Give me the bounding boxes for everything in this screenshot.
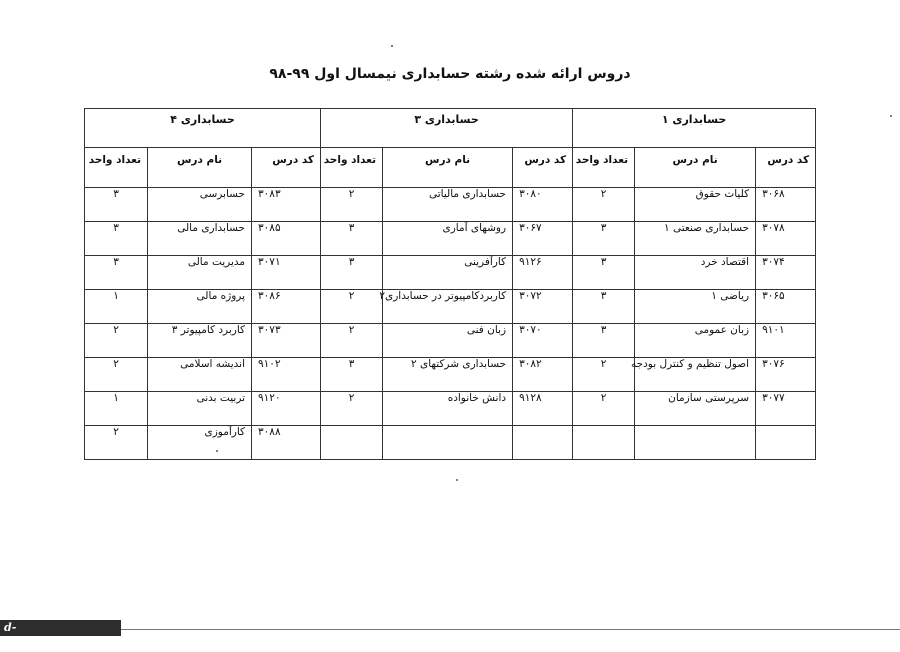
course-units-cell: ۲ — [321, 324, 383, 358]
course-code-cell: ۳۰۶۸ — [756, 188, 816, 222]
scan-speck — [216, 450, 218, 452]
course-units-cell: ۳ — [85, 256, 148, 290]
course-name-cell: زبان عمومی — [635, 324, 756, 358]
course-code-cell: ۳۰۷۰ — [513, 324, 573, 358]
course-code-cell: ۳۰۷۸ — [756, 222, 816, 256]
course-name-cell: اصول تنظیم و کنترل بودجه — [635, 358, 756, 392]
footer-divider — [121, 629, 900, 630]
course-code-cell: ۳۰۷۶ — [756, 358, 816, 392]
course-units-cell — [321, 426, 383, 460]
course-units-cell: ۳ — [573, 222, 635, 256]
course-name-cell: ریاضی ۱ — [635, 290, 756, 324]
table-row — [85, 392, 816, 426]
course-units-cell: ۲ — [85, 426, 148, 460]
course-name-cell: سرپرستی سازمان — [635, 392, 756, 426]
scan-speck — [391, 45, 393, 47]
scan-speck — [890, 115, 892, 117]
course-code-cell: ۳۰۸۰ — [513, 188, 573, 222]
course-units-cell: ۳ — [321, 358, 383, 392]
course-name-cell: کاربرد کامپیوتر ۳ — [148, 324, 252, 358]
course-name-cell: اندیشه اسلامی — [148, 358, 252, 392]
course-units-cell: ۱ — [85, 392, 148, 426]
course-units-cell: ۱ — [85, 290, 148, 324]
course-code-cell: ۹۱۲۰ — [252, 392, 321, 426]
course-units-cell: ۲ — [573, 392, 635, 426]
column-header-name: نام درس — [383, 148, 513, 188]
course-code-cell: ۳۰۷۴ — [756, 256, 816, 290]
course-name-cell — [635, 426, 756, 460]
course-name-cell: زبان فنی — [383, 324, 513, 358]
table-row — [85, 358, 816, 392]
course-code-cell: ۳۰۸۳ — [252, 188, 321, 222]
course-name-cell: کارآموزی — [148, 426, 252, 460]
course-name-cell — [383, 426, 513, 460]
course-code-cell: ۳۰۸۲ — [513, 358, 573, 392]
table-row — [85, 256, 816, 290]
column-header-units: تعداد واحد — [573, 148, 635, 188]
group-header: حسابداری ۴ — [85, 109, 321, 148]
column-header-name: نام درس — [635, 148, 756, 188]
course-name-cell: کلیات حقوق — [635, 188, 756, 222]
course-code-cell: ۳۰۸۵ — [252, 222, 321, 256]
column-header-code: کد درس — [513, 148, 573, 188]
column-header-code: کد درس — [756, 148, 816, 188]
course-units-cell: ۳ — [321, 222, 383, 256]
course-units-cell: ۳ — [573, 256, 635, 290]
group-header-row — [85, 109, 816, 148]
scan-speck — [456, 479, 458, 481]
course-name-cell: اقتصاد خرد — [635, 256, 756, 290]
course-code-cell: ۳۰۶۷ — [513, 222, 573, 256]
course-name-cell: مدیریت مالی — [148, 256, 252, 290]
course-units-cell: ۳ — [85, 222, 148, 256]
course-name-cell: پروژه مالی — [148, 290, 252, 324]
course-name-cell: کارآفرینی — [383, 256, 513, 290]
site-watermark: d-kazeroon.tvu.ac.ir — [0, 620, 121, 636]
course-units-cell: ۲ — [321, 290, 383, 324]
course-code-cell: ۳۰۷۷ — [756, 392, 816, 426]
table-row — [85, 290, 816, 324]
column-header-name: نام درس — [148, 148, 252, 188]
course-units-cell: ۳ — [573, 290, 635, 324]
column-header-code: کد درس — [252, 148, 321, 188]
course-name-cell: روشهای آماری — [383, 222, 513, 256]
course-code-cell: ۹۱۲۶ — [513, 256, 573, 290]
table-row — [85, 426, 816, 460]
column-header-units: تعداد واحد — [85, 148, 148, 188]
course-units-cell: ۲ — [85, 324, 148, 358]
page-title: دروس ارائه شده رشته حسابداری نیمسال اول ۹۹-۹۸ — [269, 66, 631, 82]
course-name-cell: کاربردکامپیوتر در حسابداری۲ — [383, 290, 513, 324]
course-code-cell: ۳۰۸۸ — [252, 426, 321, 460]
course-units-cell: ۳ — [573, 324, 635, 358]
table-row — [85, 324, 816, 358]
course-units-cell: ۲ — [573, 358, 635, 392]
course-code-cell: ۳۰۶۵ — [756, 290, 816, 324]
course-code-cell: ۹۱۲۸ — [513, 392, 573, 426]
course-units-cell: ۳ — [321, 256, 383, 290]
course-code-cell — [513, 426, 573, 460]
course-code-cell: ۳۰۷۱ — [252, 256, 321, 290]
course-units-cell — [573, 426, 635, 460]
course-code-cell: ۹۱۰۱ — [756, 324, 816, 358]
course-units-cell: ۲ — [321, 188, 383, 222]
course-name-cell: حسابداری صنعتی ۱ — [635, 222, 756, 256]
course-name-cell: حسابداری مالی — [148, 222, 252, 256]
group-header: حسابداری ۱ — [573, 109, 816, 148]
course-name-cell: حسابرسی — [148, 188, 252, 222]
course-units-cell: ۳ — [85, 188, 148, 222]
course-units-cell: ۲ — [85, 358, 148, 392]
course-name-cell: حسابداری شرکتهای ۲ — [383, 358, 513, 392]
course-code-cell: ۳۰۷۳ — [252, 324, 321, 358]
course-name-cell: دانش خانواده — [383, 392, 513, 426]
table-row — [85, 188, 816, 222]
course-name-cell: تربیت بدنی — [148, 392, 252, 426]
course-name-cell: حسابداری مالیاتی — [383, 188, 513, 222]
group-header: حسابداری ۳ — [321, 109, 573, 148]
course-units-cell: ۲ — [573, 188, 635, 222]
courses-table — [84, 108, 816, 460]
table-row — [85, 222, 816, 256]
course-units-cell: ۲ — [321, 392, 383, 426]
course-code-cell: ۳۰۸۶ — [252, 290, 321, 324]
column-header-row — [85, 148, 816, 188]
column-header-units: تعداد واحد — [321, 148, 383, 188]
course-code-cell: ۳۰۷۲ — [513, 290, 573, 324]
course-code-cell: ۹۱۰۲ — [252, 358, 321, 392]
course-code-cell — [756, 426, 816, 460]
